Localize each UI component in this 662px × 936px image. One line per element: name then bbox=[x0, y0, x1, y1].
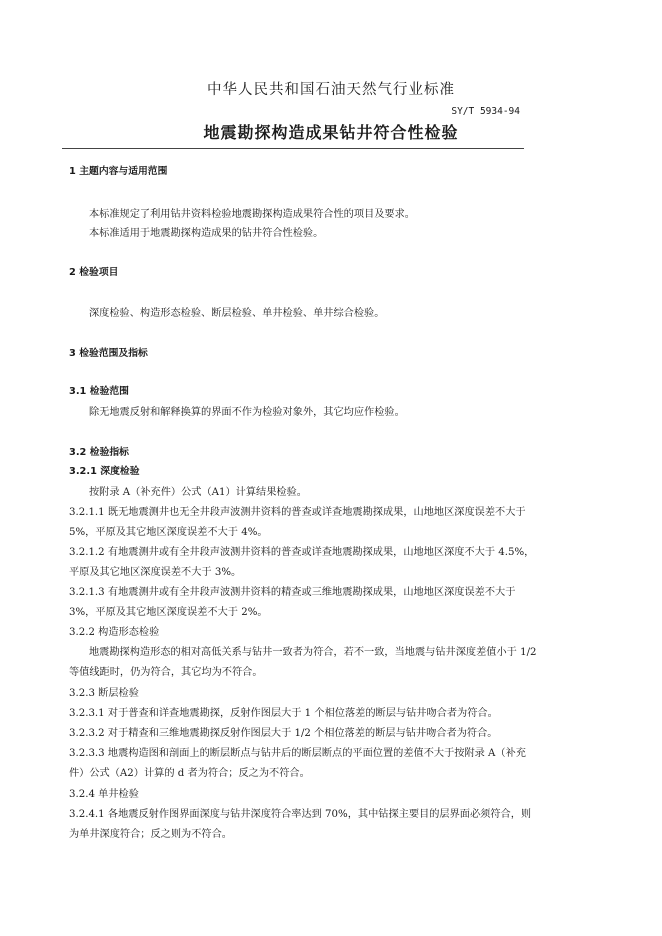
section-3-2-3-heading: 3.2.3 断层检验 bbox=[69, 688, 139, 699]
clause-3-2-1-2-line-2: 平原及其它地区深度误差不大于 3%。 bbox=[69, 567, 242, 578]
section-3-2-2-line-1: 地震勘探构造形态的相对高低关系与钻井一致者为符合，若不一致，当地震与钻井深度差值小于 1/2 bbox=[89, 647, 537, 658]
section-3-2-2-line-2: 等值线距时，仍为符合，其它均为不符合。 bbox=[69, 667, 263, 678]
clause-3-2-3-2: 3.2.3.2 对于精查和三维地震勘探反射作图层大于 1/2 个相位落差的断层与钻井吻合者为符合。 bbox=[69, 728, 498, 739]
standard-number: SY/T 5934-94 bbox=[451, 106, 520, 117]
section-2-heading: 2 检验项目 bbox=[69, 267, 119, 278]
section-3-1-heading: 3.1 检验范围 bbox=[69, 386, 129, 397]
section-3-2-4-heading: 3.2.4 单井检验 bbox=[69, 789, 139, 800]
section-2-paragraph-1: 深度检验、构造形态检验、断层检验、单井检验、单井综合检验。 bbox=[89, 308, 385, 319]
clause-3-2-1-2-line-1: 3.2.1.2 有地震测井或有全井段声波测井资料的普查或详查地震勘探成果，山地地区深度不大于 4.5%， bbox=[69, 547, 535, 558]
clause-3-2-4-1-line-2: 为单井深度符合；反之则为不符合。 bbox=[69, 829, 232, 840]
clause-3-2-3-1: 3.2.3.1 对于普查和详查地震勘探，反射作图层大于 1 个相位落差的断层与钻井吻合者为符合。 bbox=[69, 708, 498, 719]
organization-title: 中华人民共和国石油天然气行业标准 bbox=[207, 82, 455, 98]
header-divider bbox=[62, 148, 524, 149]
clause-3-2-1-3-line-2: 3%，平原及其它地区深度误差不大于 2%。 bbox=[69, 607, 268, 618]
clause-3-2-3-3-line-2: 件）公式（A2）计算的 d 者为符合；反之为不符合。 bbox=[69, 768, 310, 779]
section-3-1-paragraph: 除无地震反射和解释换算的界面不作为检验对象外，其它均应作检验。 bbox=[89, 407, 405, 418]
clause-3-2-1-3-line-1: 3.2.1.3 有地震测井或有全井段声波测井资料的精查或三维地震勘探成果，山地地区深度误差不大于 bbox=[69, 587, 516, 598]
clause-3-2-4-1-line-1: 3.2.4.1 各地震反射作图界面深度与钻井深度符合率达到 70%，其中钻探主要目的层界面必须符合，则 bbox=[69, 809, 532, 820]
section-3-2-heading: 3.2 检验指标 bbox=[69, 447, 129, 458]
section-3-heading: 3 检验范围及指标 bbox=[69, 348, 148, 359]
section-3-2-1-heading: 3.2.1 深度检验 bbox=[69, 466, 140, 477]
section-1-paragraph-2: 本标准适用于地震勘探构造成果的钻井符合性检验。 bbox=[89, 228, 324, 239]
document-title: 地震勘探构造成果钻井符合性检验 bbox=[203, 123, 459, 142]
clause-3-2-3-3-line-1: 3.2.3.3 地震构造图和剖面上的断层断点与钻井后的断层断点的平面位置的差值不大于按附录 A（补充 bbox=[69, 748, 526, 759]
section-1-heading: 1 主题内容与适用范围 bbox=[69, 166, 168, 177]
section-3-2-2-heading: 3.2.2 构造形态检验 bbox=[69, 627, 160, 638]
clause-3-2-1-1-line-2: 5%，平原及其它地区深度误差不大于 4%。 bbox=[69, 527, 268, 538]
section-3-2-1-paragraph: 按附录 A（补充件）公式（A1）计算结果检验。 bbox=[89, 487, 307, 498]
clause-3-2-1-1-line-1: 3.2.1.1 既无地震测井也无全井段声波测井资料的普查或详查地震勘探成果，山地地区深度误差不大于 bbox=[69, 507, 526, 518]
section-1-paragraph-1: 本标准规定了利用钻井资料检验地震勘探构造成果符合性的项目及要求。 bbox=[89, 209, 415, 220]
